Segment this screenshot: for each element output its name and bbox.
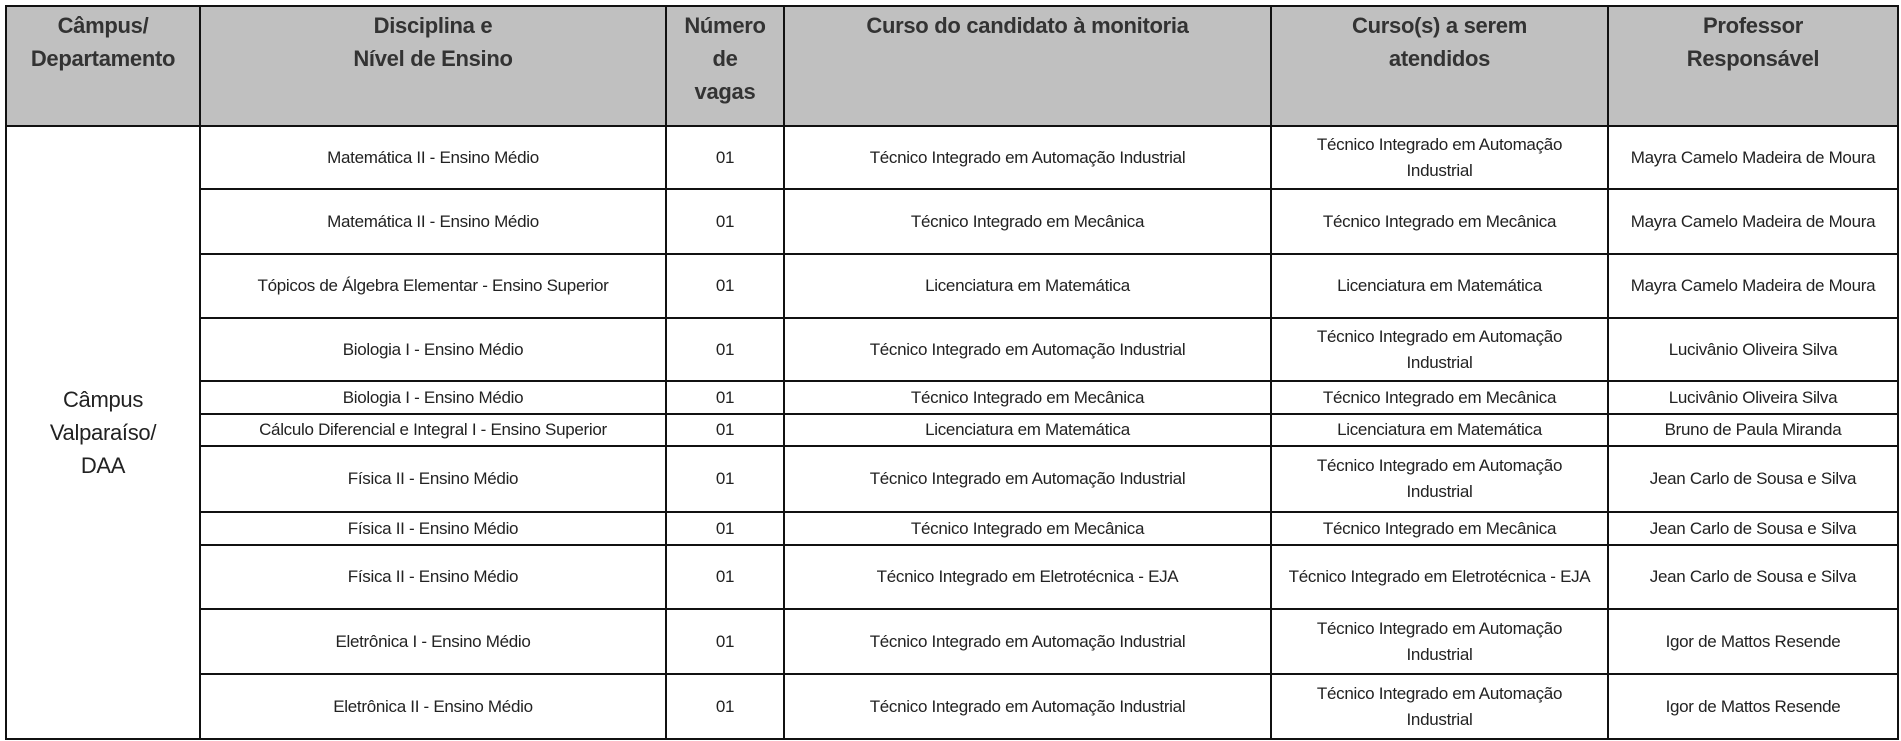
cell-professor: Igor de Mattos Resende bbox=[1608, 609, 1898, 674]
cell-vagas: 01 bbox=[666, 446, 784, 512]
cell-cursos-atendidos: Técnico Integrado em Automação Industrial bbox=[1271, 609, 1608, 674]
header-disciplina: Disciplina e Nível de Ensino bbox=[200, 6, 666, 126]
cell-professor: Igor de Mattos Resende bbox=[1608, 674, 1898, 739]
table-row bbox=[6, 545, 1898, 609]
table-row bbox=[6, 381, 1898, 414]
cell-curso-candidato: Técnico Integrado em Eletrotécnica - EJA bbox=[784, 545, 1271, 609]
cell-cursos-atendidos: Técnico Integrado em Mecânica bbox=[1271, 512, 1608, 545]
table-row bbox=[6, 446, 1898, 512]
cell-vagas: 01 bbox=[666, 674, 784, 739]
cell-curso-candidato: Técnico Integrado em Mecânica bbox=[784, 189, 1271, 254]
table-row bbox=[6, 126, 1898, 189]
cell-vagas: 01 bbox=[666, 545, 784, 609]
cell-professor: Mayra Camelo Madeira de Moura bbox=[1608, 126, 1898, 189]
cell-curso-candidato: Técnico Integrado em Mecânica bbox=[784, 381, 1271, 414]
header-vagas: Número de vagas bbox=[666, 6, 784, 126]
vacancies-table bbox=[5, 5, 1899, 740]
cell-cursos-atendidos: Técnico Integrado em Mecânica bbox=[1271, 189, 1608, 254]
header-professor: Professor Responsável bbox=[1608, 6, 1898, 126]
cell-cursos-atendidos: Técnico Integrado em Eletrotécnica - EJA bbox=[1271, 545, 1608, 609]
cell-cursos-atendidos: Técnico Integrado em Automação Industrial bbox=[1271, 674, 1608, 739]
cell-disciplina: Física II - Ensino Médio bbox=[200, 512, 666, 545]
header-campus: Câmpus/ Departamento bbox=[6, 6, 200, 126]
cell-professor: Jean Carlo de Sousa e Silva bbox=[1608, 545, 1898, 609]
cell-professor: Jean Carlo de Sousa e Silva bbox=[1608, 512, 1898, 545]
cell-cursos-atendidos: Técnico Integrado em Automação Industrial bbox=[1271, 446, 1608, 512]
cell-curso-candidato: Licenciatura em Matemática bbox=[784, 254, 1271, 318]
table-row bbox=[6, 414, 1898, 446]
cell-professor: Bruno de Paula Miranda bbox=[1608, 414, 1898, 446]
cell-curso-candidato: Técnico Integrado em Automação Industrial bbox=[784, 609, 1271, 674]
cell-curso-candidato: Licenciatura em Matemática bbox=[784, 414, 1271, 446]
cell-vagas: 01 bbox=[666, 414, 784, 446]
table-row bbox=[6, 189, 1898, 254]
cell-disciplina: Matemática II - Ensino Médio bbox=[200, 189, 666, 254]
cell-disciplina: Cálculo Diferencial e Integral I - Ensino Superior bbox=[200, 414, 666, 446]
table-row bbox=[6, 254, 1898, 318]
cell-vagas: 01 bbox=[666, 318, 784, 381]
cell-cursos-atendidos: Técnico Integrado em Automação Industrial bbox=[1271, 318, 1608, 381]
cell-disciplina: Biologia I - Ensino Médio bbox=[200, 381, 666, 414]
cell-disciplina: Eletrônica I - Ensino Médio bbox=[200, 609, 666, 674]
cell-campus: Câmpus Valparaíso/ DAA bbox=[6, 126, 200, 739]
header-curso-candidato: Curso do candidato à monitoria bbox=[784, 6, 1271, 126]
cell-vagas: 01 bbox=[666, 189, 784, 254]
cell-curso-candidato: Técnico Integrado em Automação Industrial bbox=[784, 674, 1271, 739]
cell-curso-candidato: Técnico Integrado em Automação Industrial bbox=[784, 126, 1271, 189]
cell-professor: Lucivânio Oliveira Silva bbox=[1608, 381, 1898, 414]
header-row bbox=[6, 6, 1898, 126]
cell-disciplina: Matemática II - Ensino Médio bbox=[200, 126, 666, 189]
cell-curso-candidato: Técnico Integrado em Automação Industrial bbox=[784, 318, 1271, 381]
cell-professor: Mayra Camelo Madeira de Moura bbox=[1608, 254, 1898, 318]
cell-vagas: 01 bbox=[666, 126, 784, 189]
cell-vagas: 01 bbox=[666, 512, 784, 545]
cell-disciplina: Biologia I - Ensino Médio bbox=[200, 318, 666, 381]
header-cursos-atendidos: Curso(s) a serem atendidos bbox=[1271, 6, 1608, 126]
cell-curso-candidato: Técnico Integrado em Automação Industrial bbox=[784, 446, 1271, 512]
cell-vagas: 01 bbox=[666, 381, 784, 414]
table-row bbox=[6, 674, 1898, 739]
cell-vagas: 01 bbox=[666, 609, 784, 674]
cell-cursos-atendidos: Técnico Integrado em Automação Industrial bbox=[1271, 126, 1608, 189]
cell-disciplina: Eletrônica II - Ensino Médio bbox=[200, 674, 666, 739]
cell-professor: Jean Carlo de Sousa e Silva bbox=[1608, 446, 1898, 512]
table-row bbox=[6, 609, 1898, 674]
cell-vagas: 01 bbox=[666, 254, 784, 318]
cell-disciplina: Física II - Ensino Médio bbox=[200, 545, 666, 609]
cell-cursos-atendidos: Licenciatura em Matemática bbox=[1271, 254, 1608, 318]
cell-cursos-atendidos: Licenciatura em Matemática bbox=[1271, 414, 1608, 446]
cell-cursos-atendidos: Técnico Integrado em Mecânica bbox=[1271, 381, 1608, 414]
table-row bbox=[6, 318, 1898, 381]
cell-curso-candidato: Técnico Integrado em Mecânica bbox=[784, 512, 1271, 545]
cell-professor: Mayra Camelo Madeira de Moura bbox=[1608, 189, 1898, 254]
table-row bbox=[6, 512, 1898, 545]
cell-professor: Lucivânio Oliveira Silva bbox=[1608, 318, 1898, 381]
cell-disciplina: Física II - Ensino Médio bbox=[200, 446, 666, 512]
cell-disciplina: Tópicos de Álgebra Elementar - Ensino Superior bbox=[200, 254, 666, 318]
